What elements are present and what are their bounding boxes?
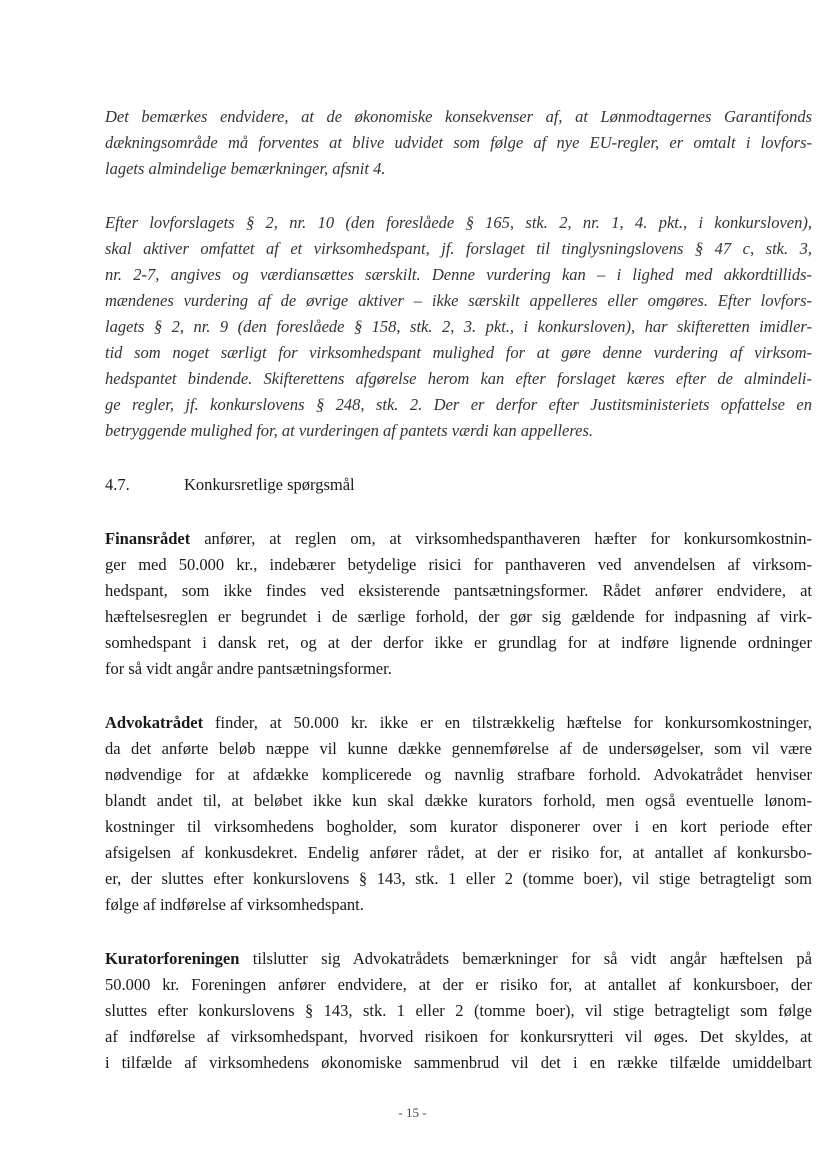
organization-name: Finansrådet (105, 529, 191, 548)
text-line: Efter lovforslagets § 2, nr. 10 (den foreslåede § 165, stk. 2, nr. 1, 4. pkt., i konkursloven), (105, 213, 812, 232)
paragraph-eu-rules (105, 104, 812, 182)
text-line: nr. 2-7, angives og værdiansættes særskilt. Denne vurdering kan – i lighed med akkordtillids- (105, 265, 812, 284)
text-line (105, 710, 812, 736)
page-number: - 15 - (398, 1105, 427, 1120)
text-line: i tilfælde af virksomhedens økonomiske sammenbrud vil det i en række tilfælde umiddelbart (105, 1053, 812, 1072)
text-line: skal aktiver omfattet af et virksomhedspant, jf. forslaget til tinglysningslovens § 47 c, stk. 3, (105, 239, 812, 258)
text-line (105, 946, 812, 972)
text-line: hedspant, som ikke findes ved eksisterende pantsætningsformer. Rådet anfører endvidere, at (105, 581, 812, 600)
text-line: er, der sluttes efter konkurslovens § 143, stk. 1 eller 2 (tomme boer), vil stige betragteligt som (105, 869, 812, 888)
text-line (105, 526, 812, 552)
paragraph-advokatraadet (105, 710, 812, 918)
text-line: nødvendige for at afdække komplicerede og navnlig strafbare forhold. Advokatrådet henviser (105, 765, 812, 784)
organization-name: Advokatrådet (105, 713, 204, 732)
section-number: 4.7. (105, 475, 130, 494)
text-line: sluttes efter konkurslovens § 143, stk. 1 eller 2 (tomme boer), vil stige betragteligt som følge (105, 1001, 812, 1020)
text-line: for så vidt angår andre pantsætningsformer. (105, 659, 392, 678)
text-line: hedspantet bindende. Skifterettens afgørelse herom kan efter forslaget kæres efter de almindeli- (105, 369, 812, 388)
text-line: betryggende mulighed for, at vurderingen af pantets værdi kan appelleres. (105, 421, 594, 440)
text-line: mændenes vurdering af de øvrige aktiver – ikke særskilt appelleres eller omgøres. Efter lovfors- (105, 291, 812, 310)
text-line: lagets almindelige bemærkninger, afsnit 4. (105, 159, 386, 178)
paragraph-finansraadet (105, 526, 812, 682)
text-line: ger med 50.000 kr., indebærer betydelige risici for panthaveren ved anvendelsen af virksom- (105, 555, 812, 574)
text-line: tid som noget særligt for virksomhedspant mulighed for at gøre denne vurdering af virksom- (105, 343, 812, 362)
text-line: 50.000 kr. Foreningen anfører endvidere, at der er risiko for, at antallet af konkursboer, der (105, 975, 812, 994)
text-run: tilslutter sig Advokatrådets bemærkninger for så vidt angår hæftelsen på (239, 949, 812, 968)
text-line: hæftelsesreglen er begrundet i de særlige forhold, der gør sig gældende for indpasning af virk- (105, 607, 812, 626)
section-title: Konkursretlige spørgsmål (184, 475, 355, 494)
text-line: blandt andet til, at beløbet ikke kun skal dække kurators forhold, men også eventuelle lønom- (105, 791, 812, 810)
text-line: da det anførte beløb næppe vil kunne dække gennemførelse af de undersøgelser, som vil være (105, 739, 812, 758)
text-line: dækningsområde må forventes at blive udvidet som følge af nye EU-regler, er omtalt i lovfors- (105, 133, 812, 152)
text-line: Det bemærkes endvidere, at de økonomiske konsekvenser af, at Lønmodtagernes Garantifonds (105, 107, 812, 126)
text-line: af indførelse af virksomhedspant, hvorved risikoen for konkursrytteri vil øges. Det skyldes, at (105, 1027, 812, 1046)
paragraph-valuation (105, 210, 812, 444)
organization-name: Kuratorforeningen (105, 949, 240, 968)
paragraph-kuratorforeningen (105, 946, 812, 1076)
section-heading (105, 472, 812, 498)
text-run: finder, at 50.000 kr. ikke er en tilstrækkelig hæftelse for konkursomkostninger, (203, 713, 812, 732)
text-line: lagets § 2, nr. 9 (den foreslåede § 158, stk. 2, 3. pkt., i konkursloven), har skifteretten imidler- (105, 317, 812, 336)
text-line: somhedspant i dansk ret, og at der derfor ikke er grundlag for at indføre lignende ordninger (105, 633, 812, 652)
text-line: afsigelsen af konkusdekret. Endelig anfører rådet, at der er risiko for, at antallet af konkursbo- (105, 843, 812, 862)
text-line: ge regler, jf. konkurslovens § 248, stk. 2. Der er derfor efter Justitsministeriets opfattelse en (105, 395, 812, 414)
text-line: kostninger til virksomhedens bogholder, som kurator disponerer over i en kort periode efter (105, 817, 812, 836)
text-run: anfører, at reglen om, at virksomhedspanthaveren hæfter for konkursomkostnin- (190, 529, 812, 548)
text-line: følge af indførelse af virksomhedspant. (105, 895, 364, 914)
